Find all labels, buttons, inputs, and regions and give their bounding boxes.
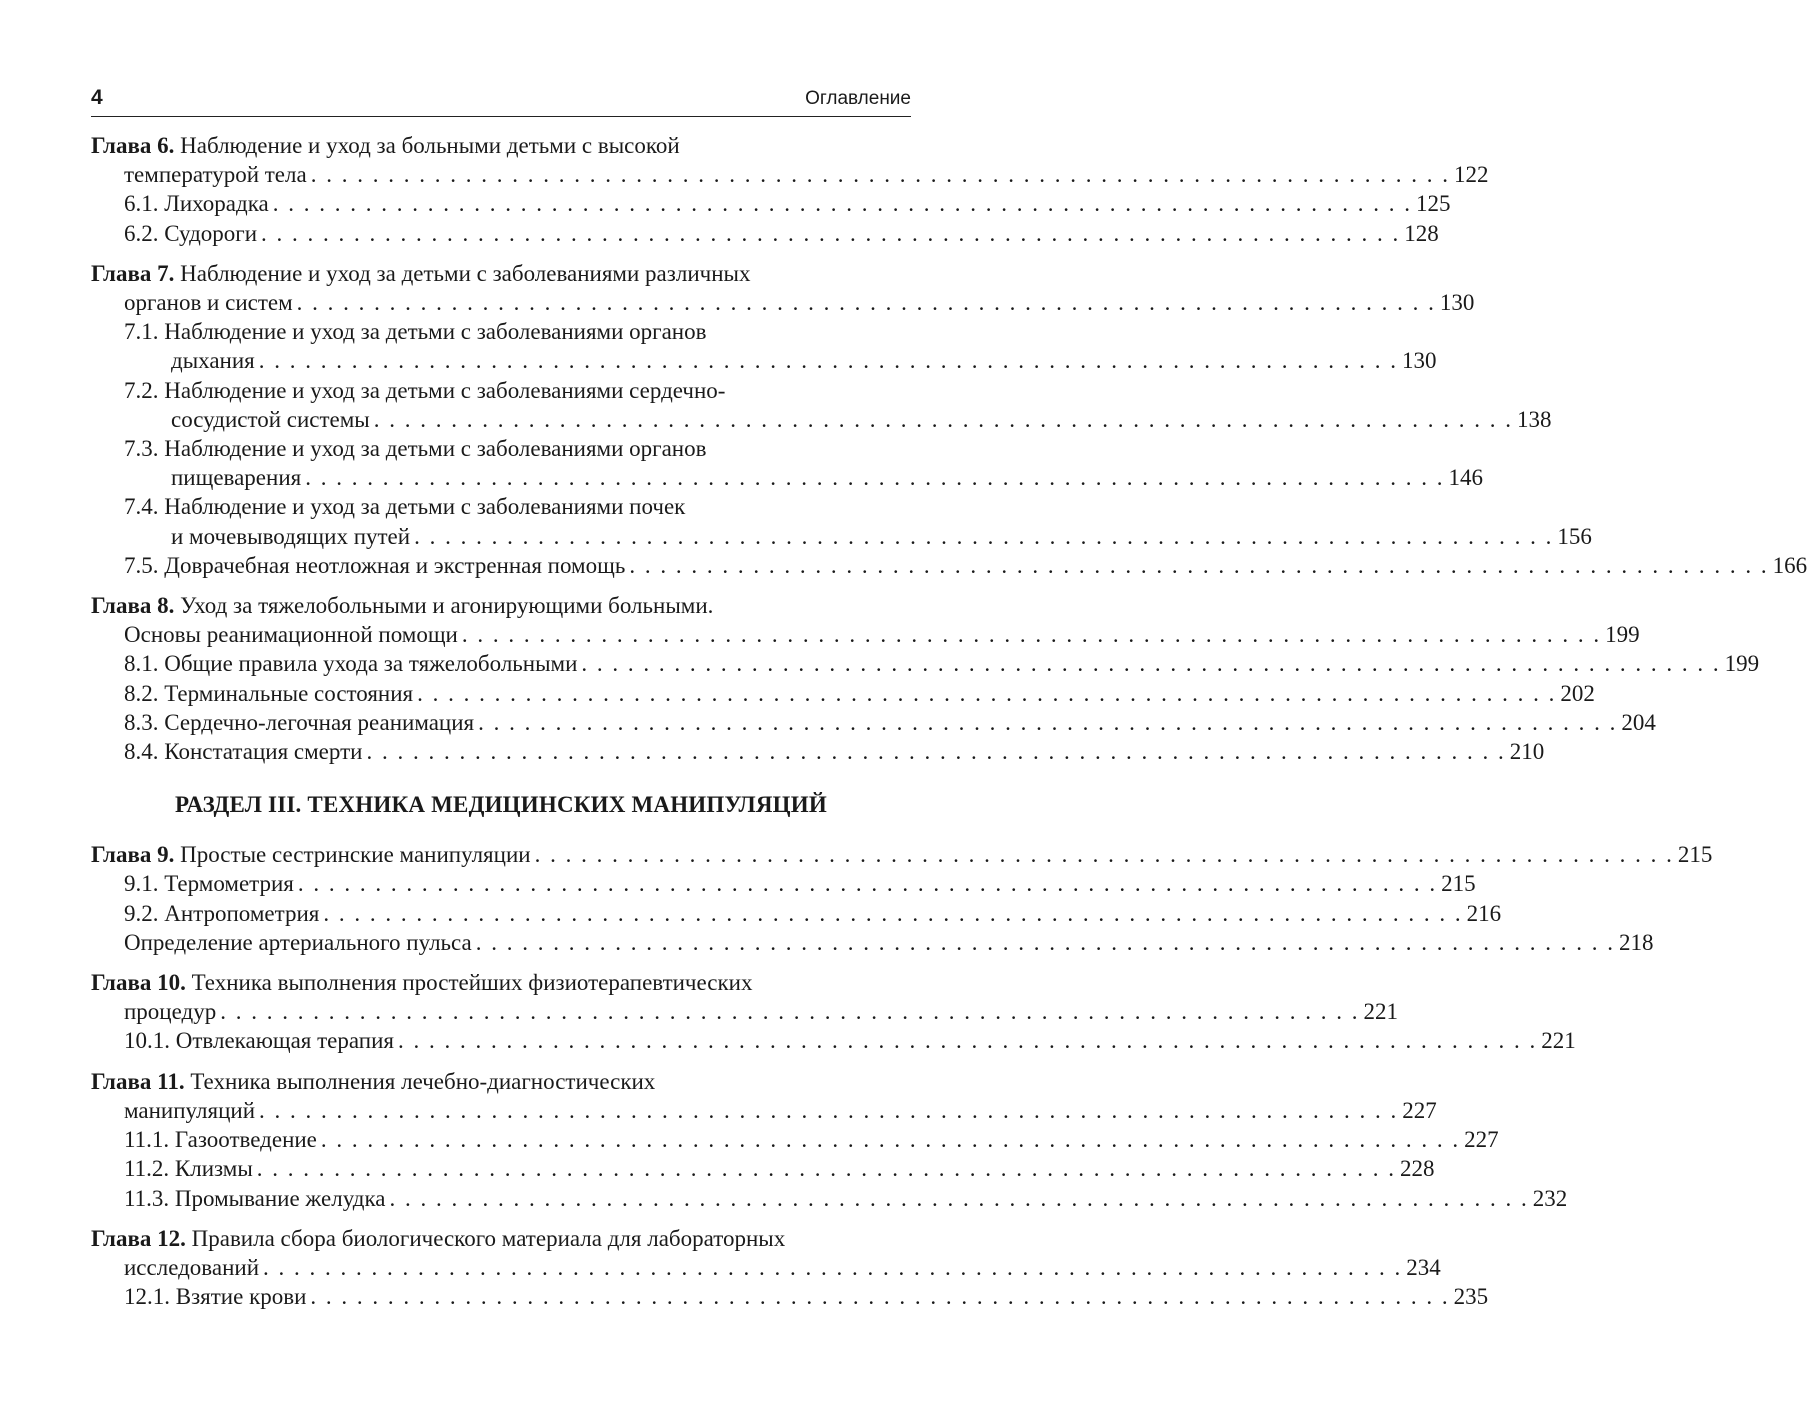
entry-title: 11.3. Промывание желудка — [124, 1185, 386, 1211]
page-number: 4 — [91, 86, 103, 109]
toc-entry-line — [91, 591, 911, 620]
dot-leader: . . . . . . . . . . . . . . . . . . . . . . . . . . . . . . . . . . . . . . . . . . . . . . . . . . . . . . . . . . . . . . . . . . . . . . . . . . — [297, 871, 1438, 897]
entry-text: Техника выполнения простейших физиотерапевтических — [191, 970, 753, 996]
subsection-entry — [91, 928, 1654, 957]
subsection-entry — [91, 1154, 1435, 1183]
chapter-label: Глава 10. — [91, 970, 186, 996]
toc-entry-line — [91, 968, 911, 997]
toc-entry-line — [91, 189, 1451, 218]
entry-title: 8.4. Констатация смерти — [124, 739, 363, 765]
dot-leader: . . . . . . . . . . . . . . . . . . . . . . . . . . . . . . . . . . . . . . . . . . . . . . . . . . . . . . . . . . . . . . . . . . . . . . . . . . — [373, 406, 1514, 432]
chapter-entry — [91, 840, 1713, 957]
subsection-entry — [91, 1125, 1499, 1154]
dot-leader: . . . . . . . . . . . . . . . . . . . . . . . . . . . . . . . . . . . . . . . . . . . . . . . . . . . . . . . . . . . . . . . . . . . . . . . . . . — [397, 1028, 1538, 1054]
chapter-entry — [91, 131, 1489, 248]
toc-entry-line — [91, 131, 911, 160]
dot-leader: . . . . . . . . . . . . . . . . . . . . . . . . . . . . . . . . . . . . . . . . . . . . . . . . . . . . . . . . . . . . . . . . . . . . . . . . . . — [259, 1097, 1399, 1123]
dot-leader: . . . . . . . . . . . . . . . . . . . . . . . . . . . . . . . . . . . . . . . . . . . . . . . . . . . . . . . . . . . . . . . . . . . . . . . . . . — [417, 680, 1557, 706]
entry-title: 10.1. Отвлекающая терапия — [124, 1028, 394, 1054]
toc-entry-line — [91, 708, 1656, 737]
entry-title: 9.1. Термометрия — [124, 871, 294, 897]
dot-leader: . . . . . . . . . . . . . . . . . . . . . . . . . . . . . . . . . . . . . . . . . . . . . . . . . . . . . . . . . . . . . . . . . . . . . . . . . . — [323, 900, 1463, 926]
entry-title: и мочевыводящих путей — [171, 523, 411, 549]
entry-text: Наблюдение и уход за больными детьми с высокой — [180, 133, 680, 158]
dot-leader: . . . . . . . . . . . . . . . . . . . . . . . . . . . . . . . . . . . . . . . . . . . . . . . . . . . . . . . . . . . . . . . . . . . . . . . . . . — [305, 465, 1445, 491]
table-of-contents — [91, 131, 1807, 1322]
toc-entry-line: 7.1. Наблюдение и уход за детьми с заболеваниями органов — [124, 319, 707, 345]
toc-entry-line — [91, 840, 1713, 869]
entry-page-number: 218 — [1618, 929, 1654, 955]
entry-title: 11.1. Газоотведение — [124, 1127, 317, 1153]
dot-leader: . . . . . . . . . . . . . . . . . . . . . . . . . . . . . . . . . . . . . . . . . . . . . . . . . . . . . . . . . . . . . . . . . . . . . . . . . . — [389, 1185, 1529, 1211]
toc-entry-line — [91, 997, 1398, 1026]
toc-entry-line — [91, 1096, 1437, 1125]
toc-entry-line — [91, 899, 1502, 928]
subsection-entry — [91, 1184, 1568, 1213]
chapter-entry — [91, 591, 1760, 766]
toc-entry-line — [91, 1154, 1435, 1183]
entry-page-number: 210 — [1509, 739, 1545, 765]
entry-title: 8.2. Терминальные состояния — [124, 680, 414, 706]
entry-page-number: 125 — [1415, 191, 1451, 217]
entry-title — [91, 840, 531, 869]
entry-page-number: 166 — [1772, 552, 1807, 578]
dot-leader: . . . . . . . . . . . . . . . . . . . . . . . . . . . . . . . . . . . . . . . . . . . . . . . . . . . . . . . . . . . . . . . . . . . . . . . . . . — [366, 739, 1506, 765]
running-title: Оглавление — [805, 88, 911, 109]
entry-title: пищеварения — [171, 465, 302, 491]
entry-text: Правила сбора биологического материала для лабораторных — [191, 1225, 786, 1251]
entry-title: 6.2. Судороги — [124, 220, 258, 246]
dot-leader: . . . . . . . . . . . . . . . . . . . . . . . . . . . . . . . . . . . . . . . . . . . . . . . . . . . . . . . . . . . . . . . . . . . . . . . . . . — [296, 290, 1436, 316]
entry-page-number: 232 — [1532, 1185, 1568, 1211]
entry-page-number: 199 — [1724, 651, 1760, 677]
toc-entry-line — [91, 219, 1439, 248]
subsection-entry — [91, 219, 1439, 248]
toc-entry-line — [91, 737, 1545, 766]
dot-leader: . . . . . . . . . . . . . . . . . . . . . . . . . . . . . . . . . . . . . . . . . . . . . . . . . . . . . . . . . . . . . . . . . . . . . . . . . . — [461, 622, 1602, 648]
entry-title: дыхания — [171, 348, 255, 374]
chapter-label: Глава 7. — [91, 260, 175, 286]
entry-title: 7.5. Доврачебная неотложная и экстренная помощь — [124, 552, 626, 578]
dot-leader: . . . . . . . . . . . . . . . . . . . . . . . . . . . . . . . . . . . . . . . . . . . . . . . . . . . . . . . . . . . . . . . . . . . . . . . . . . — [220, 999, 1360, 1025]
toc-entry-line — [91, 620, 1640, 649]
dot-leader: . . . . . . . . . . . . . . . . . . . . . . . . . . . . . . . . . . . . . . . . . . . . . . . . . . . . . . . . . . . . . . . . . . . . . . . . . . — [534, 842, 1674, 868]
entry-page-number: 156 — [1557, 523, 1592, 549]
toc-entry-line — [91, 1282, 1489, 1311]
toc-entry-line — [91, 522, 1592, 551]
subsection-entry — [91, 869, 1476, 898]
dot-leader: . . . . . . . . . . . . . . . . . . . . . . . . . . . . . . . . . . . . . . . . . . . . . . . . . . . . . . . . . . . . . . . . . . . . . . . . . . — [478, 709, 1618, 735]
toc-entry-line — [91, 346, 1437, 375]
entry-title: 11.2. Клизмы — [124, 1156, 253, 1182]
subsection-entry — [91, 649, 1760, 678]
entry-title: Основы реанимационной помощи — [124, 622, 458, 648]
chapter-entry — [91, 259, 1807, 580]
toc-entry-line — [91, 1224, 911, 1253]
chapter-label: Глава 6. — [91, 133, 175, 158]
entry-page-number: 199 — [1605, 622, 1640, 648]
section-heading: РАЗДЕЛ III. ТЕХНИКА МЕДИЦИНСКИХ МАНИПУЛЯЦИЙ — [175, 792, 827, 818]
toc-entry-line — [91, 1067, 911, 1096]
dot-leader: . . . . . . . . . . . . . . . . . . . . . . . . . . . . . . . . . . . . . . . . . . . . . . . . . . . . . . . . . . . . . . . . . . . . . . . . . . — [310, 162, 1450, 188]
dot-leader: . . . . . . . . . . . . . . . . . . . . . . . . . . . . . . . . . . . . . . . . . . . . . . . . . . . . . . . . . . . . . . . . . . . . . . . . . . — [272, 191, 1412, 217]
toc-entry-line: 7.4. Наблюдение и уход за детьми с заболеваниями почек — [124, 494, 686, 520]
toc-entry-line: 7.3. Наблюдение и уход за детьми с заболеваниями органов — [124, 436, 707, 462]
chapter-label: Глава 11. — [91, 1068, 185, 1094]
dot-leader: . . . . . . . . . . . . . . . . . . . . . . . . . . . . . . . . . . . . . . . . . . . . . . . . . . . . . . . . . . . . . . . . . . . . . . . . . . — [414, 523, 1554, 549]
entry-page-number: 138 — [1517, 406, 1552, 432]
toc-entry-line — [91, 160, 1489, 189]
toc-entry-line — [91, 405, 1552, 434]
entry-page-number: 227 — [1464, 1127, 1499, 1153]
entry-title: 8.3. Сердечно-легочная реанимация — [124, 709, 475, 735]
entry-title: Определение артериального пульса — [124, 929, 472, 955]
toc-entry-line — [91, 869, 1476, 898]
dot-leader: . . . . . . . . . . . . . . . . . . . . . . . . . . . . . . . . . . . . . . . . . . . . . . . . . . . . . . . . . . . . . . . . . . . . . . . . . . — [258, 348, 1399, 374]
entry-title: 9.2. Антропометрия — [124, 900, 320, 926]
dot-leader: . . . . . . . . . . . . . . . . . . . . . . . . . . . . . . . . . . . . . . . . . . . . . . . . . . . . . . . . . . . . . . . . . . . . . . . . . . — [263, 1254, 1403, 1280]
subsection-entry — [91, 737, 1545, 766]
subsection-entry — [91, 1026, 1576, 1055]
entry-page-number: 130 — [1402, 348, 1437, 374]
toc-entry-line — [91, 679, 1595, 708]
toc-entry-line: 7.2. Наблюдение и уход за детьми с заболеваниями сердечно- — [124, 377, 726, 403]
entry-page-number: 146 — [1448, 465, 1483, 491]
toc-entry-line — [91, 1125, 1499, 1154]
dot-leader: . . . . . . . . . . . . . . . . . . . . . . . . . . . . . . . . . . . . . . . . . . . . . . . . . . . . . . . . . . . . . . . . . . . . . . . . . . — [261, 220, 1401, 246]
entry-text: Техника выполнения лечебно-диагностических — [190, 1068, 656, 1094]
toc-entry-line — [91, 288, 1475, 317]
toc-entry-line — [91, 1253, 1441, 1282]
subsection-entry — [91, 492, 1592, 550]
chapter-entry — [91, 1224, 1489, 1312]
entry-page-number: 221 — [1541, 1028, 1576, 1054]
dot-leader: . . . . . . . . . . . . . . . . . . . . . . . . . . . . . . . . . . . . . . . . . . . . . . . . . . . . . . . . . . . . . . . . . . . . . . . . . . — [310, 1284, 1450, 1310]
entry-page-number: 122 — [1453, 162, 1489, 188]
subsection-entry — [91, 317, 1437, 375]
subsection-entry — [91, 376, 1552, 434]
entry-page-number: 234 — [1406, 1254, 1441, 1280]
entry-page-number: 216 — [1466, 900, 1502, 926]
entry-page-number: 215 — [1677, 842, 1713, 868]
chapter-entry — [91, 968, 1576, 1056]
subsection-entry — [91, 679, 1595, 708]
entry-title: исследований — [124, 1254, 260, 1280]
dot-leader: . . . . . . . . . . . . . . . . . . . . . . . . . . . . . . . . . . . . . . . . . . . . . . . . . . . . . . . . . . . . . . . . . . . . . . . . . . — [256, 1156, 1397, 1182]
entry-title: сосудистой системы — [171, 406, 370, 432]
chapter-label: Глава 8. — [91, 593, 175, 619]
entry-title: 12.1. Взятие крови — [124, 1284, 307, 1310]
chapter-entry — [91, 1067, 1568, 1213]
toc-entry-line — [91, 551, 1807, 580]
entry-title: 8.1. Общие правила ухода за тяжелобольными — [124, 651, 578, 677]
toc-entry-line — [91, 1026, 1576, 1055]
entry-page-number: 204 — [1621, 709, 1656, 735]
entry-page-number: 128 — [1404, 220, 1439, 246]
entry-text: Уход за тяжелобольными и агонирующими больными. — [180, 593, 714, 619]
entry-page-number: 221 — [1363, 999, 1398, 1025]
subsection-entry — [91, 1282, 1489, 1311]
entry-page-number: 235 — [1453, 1284, 1489, 1310]
dot-leader: . . . . . . . . . . . . . . . . . . . . . . . . . . . . . . . . . . . . . . . . . . . . . . . . . . . . . . . . . . . . . . . . . . . . . . . . . . — [581, 651, 1721, 677]
entry-title: 6.1. Лихорадка — [124, 191, 269, 217]
dot-leader: . . . . . . . . . . . . . . . . . . . . . . . . . . . . . . . . . . . . . . . . . . . . . . . . . . . . . . . . . . . . . . . . . . . . . . . . . . — [629, 552, 1769, 578]
subsection-entry — [91, 708, 1656, 737]
dot-leader: . . . . . . . . . . . . . . . . . . . . . . . . . . . . . . . . . . . . . . . . . . . . . . . . . . . . . . . . . . . . . . . . . . . . . . . . . . — [475, 929, 1615, 955]
entry-page-number: 215 — [1441, 871, 1476, 897]
toc-entry-line — [91, 1184, 1568, 1213]
toc-entry-line — [91, 649, 1760, 678]
toc-entry-line — [91, 463, 1483, 492]
entry-page-number: 202 — [1560, 680, 1595, 706]
entry-page-number: 227 — [1402, 1097, 1437, 1123]
subsection-entry — [91, 551, 1807, 580]
chapter-label: Глава 9. — [91, 842, 175, 868]
running-header — [91, 86, 911, 117]
entry-title: процедур — [124, 999, 217, 1025]
entry-title: температурой тела — [124, 162, 307, 188]
entry-text: Наблюдение и уход за детьми с заболеваниями различных — [180, 260, 751, 286]
entry-text: Простые сестринские манипуляции — [180, 842, 531, 868]
toc-entry-line — [91, 259, 911, 288]
subsection-entry — [91, 434, 1483, 492]
dot-leader: . . . . . . . . . . . . . . . . . . . . . . . . . . . . . . . . . . . . . . . . . . . . . . . . . . . . . . . . . . . . . . . . . . . . . . . . . . — [320, 1127, 1461, 1153]
toc-entry-line — [91, 928, 1654, 957]
subsection-entry — [91, 189, 1451, 218]
entry-page-number: 228 — [1400, 1156, 1435, 1182]
entry-title: манипуляций — [124, 1097, 256, 1123]
subsection-entry — [91, 899, 1502, 928]
entry-page-number: 130 — [1439, 290, 1475, 316]
entry-title: органов и систем — [124, 290, 293, 316]
chapter-label: Глава 12. — [91, 1225, 186, 1251]
